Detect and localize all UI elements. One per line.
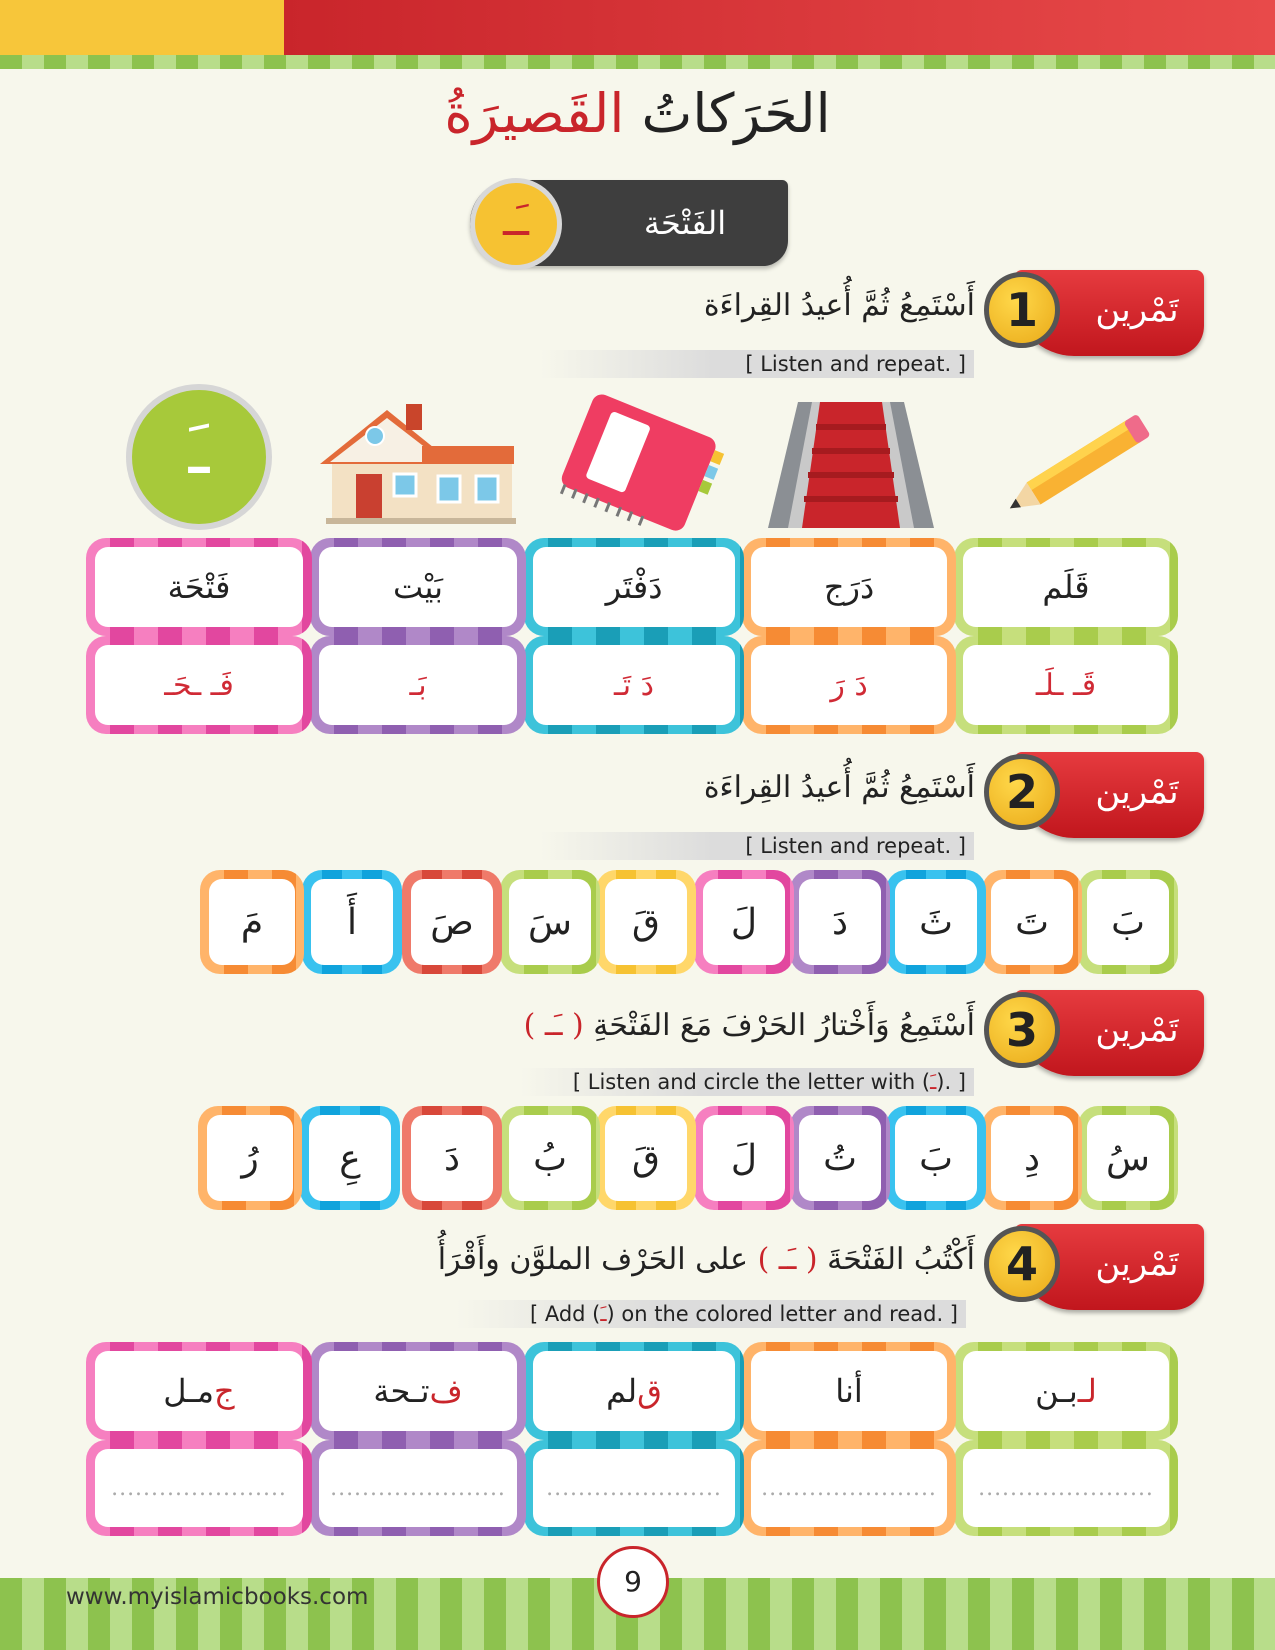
exercise-4-instruction-mark: ( ـَـ )	[757, 1242, 818, 1277]
ex3-letter-4: تُ	[799, 1115, 881, 1201]
ex1-syllable-3: دَ تَـ	[533, 645, 735, 725]
exercise-4-label: تَمْرين	[1095, 1244, 1179, 1284]
exercise-2-label: تَمْرين	[1095, 772, 1179, 812]
exercise-4-number: 4	[984, 1226, 1060, 1302]
fatha-mark-circle: ـَـ	[470, 178, 562, 270]
ex4-word-1	[963, 1351, 1169, 1431]
exercise-3-subtitle-before: [ Listen and circle the letter with (	[572, 1070, 931, 1094]
exercise-2-badge	[1005, 752, 1204, 838]
ex4-word-5-colored: ج	[214, 1372, 235, 1410]
ex1-word-tile-4	[310, 538, 526, 636]
ex1-word-3: دَفْتَر	[533, 547, 735, 627]
ex1-syllable-1: قَـ ـلَـ	[963, 645, 1169, 725]
ex4-word-tile-1	[954, 1342, 1178, 1440]
ex3-letter-tile-3[interactable]	[886, 1106, 986, 1210]
exercise-3-subtitle	[520, 1068, 974, 1096]
fatha-pill	[470, 180, 788, 266]
ex2-letter-8: صَ	[411, 879, 493, 965]
ex2-letter-tile-2[interactable]	[982, 870, 1082, 974]
ex4-word-tile-3	[524, 1342, 744, 1440]
ex2-letter-tile-10[interactable]	[200, 870, 304, 974]
ex4-word-2	[751, 1351, 947, 1431]
ex2-letter-tile-6[interactable]	[596, 870, 696, 974]
house-icon	[312, 396, 518, 526]
title-black: الحَرَكاتُ	[641, 82, 831, 145]
stairs-icon	[768, 402, 934, 528]
ex3-letter-tile-7[interactable]	[500, 1106, 600, 1210]
fatha-pill-label: الفَتْحَة	[643, 204, 727, 242]
ex3-letter-tile-4[interactable]	[790, 1106, 890, 1210]
exercise-2-subtitle: [ Listen and repeat. ]	[540, 832, 974, 860]
ex4-write-line-1[interactable]: ......................	[963, 1449, 1169, 1527]
exercise-1-subtitle: [ Listen and repeat. ]	[540, 350, 974, 378]
top-bar-red	[284, 0, 1275, 55]
exercise-2-instruction: أَسْتَمِعُ ثُمَّ أُعيدُ القِراءَة	[703, 770, 975, 805]
ex2-letter-6: قَ	[605, 879, 687, 965]
ex4-word-2-rest: أنا	[835, 1372, 863, 1410]
ex3-letter-tile-1[interactable]	[1078, 1106, 1178, 1210]
ex4-word-4	[319, 1351, 517, 1431]
ex3-letter-8: دَ	[411, 1115, 493, 1201]
exercise-3-label: تَمْرين	[1095, 1010, 1179, 1050]
ex2-letter-tile-8[interactable]	[402, 870, 502, 974]
ex4-word-5-rest: مـل	[163, 1372, 215, 1410]
ex2-letter-tile-5[interactable]	[694, 870, 794, 974]
ex2-letter-tile-4[interactable]	[790, 870, 890, 974]
ex2-letter-2: تَ	[991, 879, 1073, 965]
ex4-write-tile-1[interactable]	[954, 1440, 1178, 1536]
ex2-letter-tile-7[interactable]	[500, 870, 600, 974]
ex4-write-line-4[interactable]: ......................	[319, 1449, 517, 1527]
ex2-letter-3: ثَ	[895, 879, 977, 965]
pencil-icon	[990, 408, 1162, 526]
exercise-4-instruction	[438, 1242, 975, 1277]
ex1-syllable-tile-3	[524, 636, 744, 734]
ex3-letter-tile-2[interactable]	[982, 1106, 1082, 1210]
ex1-syllable-4: بَـ	[319, 645, 517, 725]
exercise-1-badge	[1005, 270, 1204, 356]
title-red: القَصيرَةُ	[444, 82, 625, 145]
ex4-word-tile-2	[742, 1342, 956, 1440]
ex4-word-5	[95, 1351, 303, 1431]
ex2-letter-7: سَ	[509, 879, 591, 965]
ex3-letter-tile-5[interactable]	[694, 1106, 794, 1210]
ex2-letter-4: دَ	[799, 879, 881, 965]
notebook-icon	[542, 392, 732, 536]
ex1-word-tile-1	[954, 538, 1178, 636]
ex2-letter-tile-9[interactable]	[302, 870, 402, 974]
ex4-word-1-colored: لـ	[1077, 1372, 1097, 1410]
ex3-letter-6: قَ	[605, 1115, 687, 1201]
ex1-word-tile-2	[742, 538, 956, 636]
ex4-write-line-3[interactable]: ......................	[533, 1449, 735, 1527]
page-number: 9	[597, 1546, 669, 1618]
exercise-3-instruction-main: أَسْتَمِعُ وَأَخْتارُ الحَرْفَ مَعَ الفَتْحَةِ	[593, 1008, 975, 1043]
ex1-word-tile-3	[524, 538, 744, 636]
ex2-letter-1: بَ	[1087, 879, 1169, 965]
ex2-letter-5: لَ	[703, 879, 785, 965]
ex4-word-4-colored: ف	[429, 1372, 463, 1410]
exercise-4-subtitle	[456, 1300, 966, 1328]
ex3-letter-tile-6[interactable]	[596, 1106, 696, 1210]
ex4-write-line-5[interactable]: ......................	[95, 1449, 303, 1527]
fatha-big-circle: ـَ	[126, 384, 272, 530]
exercise-3-instruction-mark: ( ـَـ )	[523, 1008, 584, 1043]
exercise-4-subtitle-mark: ـَ	[600, 1302, 607, 1326]
exercise-2-number: 2	[984, 754, 1060, 830]
ex4-word-3-rest: لم	[606, 1372, 638, 1410]
ex3-letter-tile-8[interactable]	[402, 1106, 502, 1210]
top-stripe	[0, 55, 1275, 69]
ex4-write-tile-4[interactable]	[310, 1440, 526, 1536]
exercise-3-subtitle-after: ). ]	[936, 1070, 966, 1094]
ex3-letter-5: لَ	[703, 1115, 785, 1201]
ex1-syllable-tile-1	[954, 636, 1178, 734]
ex4-write-line-2[interactable]: ......................	[751, 1449, 947, 1527]
ex4-word-4-rest: تـحة	[373, 1372, 430, 1410]
ex3-letter-9: عِ	[309, 1115, 391, 1201]
ex1-word-2: دَرَج	[751, 547, 947, 627]
top-bar-yellow	[0, 0, 284, 55]
ex3-letter-1: سُ	[1087, 1115, 1169, 1201]
exercise-3-number: 3	[984, 992, 1060, 1068]
exercise-4-subtitle-after: ) on the colored letter and read. ]	[606, 1302, 958, 1326]
ex1-word-5: فَتْحَة	[95, 547, 303, 627]
ex2-letter-tile-3[interactable]	[886, 870, 986, 974]
ex1-syllable-tile-2	[742, 636, 956, 734]
ex3-letter-2: دِ	[991, 1115, 1073, 1201]
ex4-word-1-rest: بـن	[1035, 1372, 1078, 1410]
ex1-syllable-5: فَـ ـحَـ	[95, 645, 303, 725]
page-title	[0, 82, 1275, 145]
exercise-3-subtitle-mark: ـَ	[930, 1070, 937, 1094]
ex1-word-tile-5	[86, 538, 312, 636]
ex2-letter-10: مَ	[209, 879, 295, 965]
ex1-word-1: قَلَم	[963, 547, 1169, 627]
ex4-write-tile-2[interactable]	[742, 1440, 956, 1536]
ex4-write-tile-5[interactable]	[86, 1440, 312, 1536]
exercise-1-number: 1	[984, 272, 1060, 348]
ex2-letter-9: أَ	[311, 879, 393, 965]
exercise-1-instruction: أَسْتَمِعُ ثُمَّ أُعيدُ القِراءَة	[703, 288, 975, 323]
ex4-word-3-colored: ق	[637, 1372, 662, 1410]
ex1-syllable-tile-5	[86, 636, 312, 734]
website-link[interactable]: www.myislamicbooks.com	[66, 1584, 369, 1610]
exercise-4-instruction-a: أَكْتُبُ الفَتْحَةَ	[827, 1242, 975, 1277]
exercise-1-label: تَمْرين	[1095, 290, 1179, 330]
ex3-letter-10: رُ	[207, 1115, 293, 1201]
exercise-3-badge	[1005, 990, 1204, 1076]
ex4-word-tile-4	[310, 1342, 526, 1440]
ex4-write-tile-3[interactable]	[524, 1440, 744, 1536]
exercise-4-badge	[1005, 1224, 1204, 1310]
ex3-letter-7: بُ	[509, 1115, 591, 1201]
ex1-syllable-2: دَ رَ	[751, 645, 947, 725]
exercise-4-subtitle-before: [ Add (	[529, 1302, 601, 1326]
exercise-4-instruction-b: على الحَرْف الملوَّن وأَقْرَأُ	[437, 1242, 749, 1277]
ex4-word-tile-5	[86, 1342, 312, 1440]
exercise-3-instruction	[524, 1008, 975, 1043]
ex3-letter-3: بَ	[895, 1115, 977, 1201]
ex3-letter-tile-9[interactable]	[300, 1106, 400, 1210]
ex1-word-4: بَيْت	[319, 547, 517, 627]
ex1-syllable-tile-4	[310, 636, 526, 734]
ex4-word-3	[533, 1351, 735, 1431]
ex3-letter-tile-10[interactable]	[198, 1106, 302, 1210]
ex2-letter-tile-1[interactable]	[1078, 870, 1178, 974]
